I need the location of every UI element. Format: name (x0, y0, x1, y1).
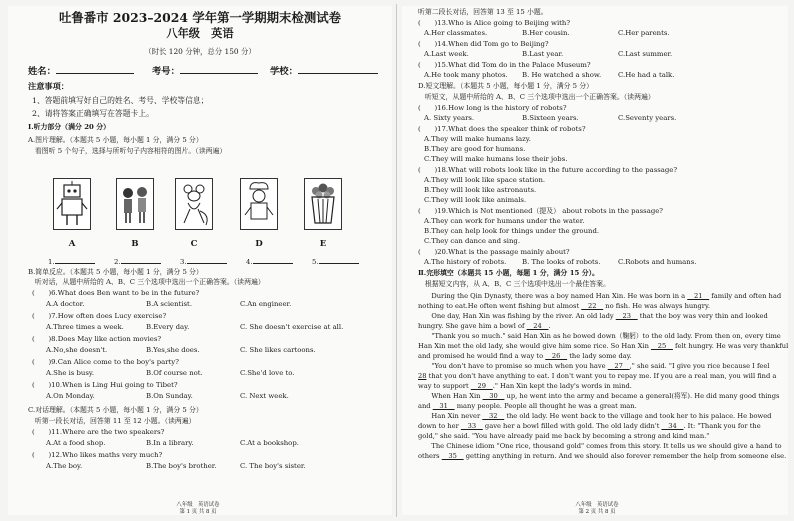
blank-number: 24 (526, 322, 549, 330)
passage-line (418, 331, 784, 341)
children-picture (116, 178, 154, 230)
option-a: A.They will look like space station. (424, 176, 546, 184)
passage-line (418, 291, 784, 301)
option-a: A.He took many photos. (424, 71, 508, 79)
picture-letter: D (255, 239, 263, 249)
page-footer (168, 502, 228, 515)
passage-text: Han Xin never (418, 412, 483, 420)
option-c: C.They will look like animals. (424, 196, 527, 204)
option-a: A.The history of robots. (424, 258, 507, 266)
option-a: A. Sixty years. (424, 114, 475, 122)
passage-text: the lady some day. (567, 352, 632, 360)
note-2: 2、请将答案正确填写在答题卡上。 (32, 109, 154, 118)
answer-blank: 1. (48, 256, 95, 266)
picture-letter: E (319, 239, 327, 249)
passage-line (418, 341, 788, 351)
option-b: B. He watched a show. (522, 71, 602, 79)
passage-text: One day, Han Xin was fishing by the river. An old lady (418, 312, 616, 320)
option-b: B.Every day. (146, 323, 190, 331)
blank-number: 31 (432, 402, 455, 410)
blank-number: 35 (441, 452, 464, 460)
picture-letter: A (68, 239, 76, 249)
option-c: C.Last summer. (618, 50, 673, 58)
picture-letter: B (131, 239, 139, 249)
page-footer (567, 502, 627, 515)
passage-text: others (418, 452, 442, 460)
blank-number: 29 (470, 382, 493, 390)
option-b: B. The looks of robots. (522, 258, 601, 266)
question-17: ( )17.What does the speaker think of robots? (418, 125, 586, 133)
passage-line (418, 451, 787, 461)
option-a: A.They will make humans lazy. (424, 135, 531, 143)
question-11: ( )11.Where are the two speakers? (32, 428, 165, 436)
passage-line (418, 411, 784, 421)
footer-subject: 八年级 英语试卷 (575, 502, 619, 508)
passage-text: and promised he would find a way to (418, 352, 546, 360)
passage-text: gave her a bowl filled with gold. The old lady didn't (482, 422, 662, 430)
passage-text: Han Xin met the old lady, she would give him some rice. So Han Xin (418, 342, 652, 350)
section-d-heading: D.短文理解。（本题共 5 小题，每小题 1 分，满分 5 分） (418, 82, 594, 90)
passage-line (418, 421, 784, 431)
time-note: （时长 120 分钟，总分 150 分） (144, 47, 256, 56)
passage-text: "Thank you so much." said Han Xin as he bowed down（鞠躬）to the old lady. From then on, every time (418, 332, 781, 340)
mouse-picture (175, 178, 213, 230)
blank-number: 33 (460, 422, 483, 430)
page-2 (402, 6, 788, 515)
passage-text: "You don't have to promise so much when you have (418, 362, 608, 370)
section-c-instruction: 听第一段长对话，回答第 11 至 12 小题。（读两遍） (28, 417, 196, 425)
passage-text: . It: "Thank you for the (683, 422, 761, 430)
option-a: A.On Monday. (46, 392, 95, 400)
question-18: ( )18.What will robots look like in the future according to the passage? (418, 166, 678, 174)
option-b: B.Of course not. (146, 369, 203, 377)
name-label: 姓名： (28, 63, 134, 77)
exam-title: 吐鲁番市 2023–2024 学年第一学期期末检测试卷 (58, 10, 342, 25)
section-d-instruction: 听短文，从题中所给的 A、B、C 三个选项中选出一个正确答案。（读两遍） (418, 93, 655, 101)
section-c-heading: C.对话理解。（本题共 5 小题，每小题 1 分，满分 5 分） (28, 406, 203, 414)
passage-text: gold," she said. "You have already paid me back by becoming a strong and kind man." (418, 432, 710, 440)
section-b-heading: B.简单反应。（本题共 5 小题，每小题 1 分，满分 5 分） (28, 268, 203, 276)
blank-number: 21 (687, 292, 710, 300)
option-b: B.A scientist. (146, 300, 193, 308)
passage-text: down to her (418, 422, 461, 430)
option-a: A.Her classmates. (424, 29, 488, 37)
answer-blank: 5. (312, 256, 359, 266)
passage-line (418, 401, 784, 411)
blank-number: 27 (607, 362, 630, 370)
passage-text: ," she said. "I give you rice because I feel (629, 362, 770, 370)
question-15: ( )15.What did Tom do in the Palace Museum? (418, 61, 591, 69)
option-c: C.At a bookshop. (240, 439, 299, 447)
school-label: 学校： (270, 63, 378, 77)
passage-text: family and often had (709, 292, 782, 300)
passage-line (418, 381, 784, 391)
passage-text: that you don't have anything to eat. I don't want you to repay me. If you are a real man, you will find a (426, 372, 777, 380)
part-2-heading: Ⅱ.完形填空（本题共 15 小题，每题 1 分，满分 15 分）。 (418, 269, 599, 277)
question-7: ( )7.How often does Lucy exercise? (32, 312, 167, 320)
passage-line (418, 361, 784, 371)
passage-text: many people. People all thought he was a great man. (454, 402, 637, 410)
passage-text: hungry. She gave him a bowl of (418, 322, 527, 330)
blank-number: 25 (651, 342, 673, 350)
answer-blank: 3. (180, 256, 227, 266)
footer-subject: 八年级 英语试卷 (176, 502, 220, 508)
footer-page-number: 第 2 页 共 8 页 (578, 509, 616, 515)
option-a: A.A doctor. (46, 300, 85, 308)
option-c: C.She'd love to. (240, 369, 295, 377)
page-1 (8, 6, 392, 515)
option-a: A.They can work for humans under the water. (424, 217, 585, 225)
question-10: ( )10.When is Ling Hui going to Tibet? (32, 381, 178, 389)
option-b: B.Last year. (522, 50, 564, 58)
option-a: A.No,she doesn't. (46, 346, 108, 354)
option-c: C.An engineer. (240, 300, 292, 308)
option-b: B.Her cousin. (522, 29, 570, 37)
picture-letter: C (190, 239, 198, 249)
passage-line (418, 391, 784, 401)
option-c: C.They can dance and sing. (424, 237, 521, 245)
option-a: A.The boy. (46, 462, 83, 470)
passage-text: During the Qin Dynasty, there was a boy named Han Xin. He was born in a (418, 292, 688, 300)
option-b: B.They are good for humans. (424, 145, 526, 153)
option-b: B.On Sunday. (146, 392, 193, 400)
blank-number: 34 (661, 422, 684, 430)
option-c: C. Next week. (240, 392, 289, 400)
question-6: ( )6.What does Ben want to be in the future? (32, 289, 200, 297)
passage-text: felt hungry. He was very thankful (672, 342, 788, 350)
passage-text: and (418, 402, 433, 410)
blank-number: 26 (545, 352, 568, 360)
passage-text: nothing to eat.He often went fishing but almost (418, 302, 582, 310)
passage-text: getting anything in return. And we should also forever remember the help from someone else. (463, 452, 787, 460)
page-divider (396, 4, 397, 517)
option-b: B.They will look like astronauts. (424, 186, 537, 194)
question-12: ( )12.Who likes maths very much? (32, 451, 163, 459)
section-b-instruction: 听对话，从题中所给的 A、B、C 三个选项中选出一个正确答案。（读两遍） (28, 278, 265, 286)
chef-picture (240, 178, 278, 230)
option-c: C.Robots and humans. (618, 258, 697, 266)
passage-text: up, he went into the army and became a general(将军). He did many good things (504, 392, 780, 400)
popcorn-picture (304, 178, 342, 230)
passage-text: . (548, 322, 551, 330)
passage-text: When Han Xin (418, 392, 483, 400)
blank-number: 30 (482, 392, 505, 400)
passage-line (418, 431, 784, 441)
question-13: ( )13.Who is Alice going to Beijing with? (418, 19, 571, 27)
option-b: B.Sixteen years. (522, 114, 579, 122)
passage-line (418, 371, 784, 381)
option-c: C.They will make humans lose their jobs. (424, 155, 568, 163)
blank-number: 23 (615, 312, 638, 320)
passage-text: ." Han Xin kept the lady's words in mind. (492, 382, 632, 390)
passage-text: that the boy was very thin and looked (637, 312, 768, 320)
option-c: C. She likes cartoons. (240, 346, 316, 354)
passage-line (418, 311, 784, 321)
option-a: A.Last week. (424, 50, 469, 58)
option-c: C. The boy's sister. (240, 462, 306, 470)
passage-text: way to support (418, 382, 471, 390)
passage-text: The Chinese idiom "One rice, thousand gold" comes from this story. It tells us we should give a hand to (418, 442, 782, 450)
option-a: A.She is busy. (46, 369, 95, 377)
passage-text: the old lady. He went back to the village and took her to his palace. He bowed (504, 412, 772, 420)
question-8: ( )8.Does May like action movies? (32, 335, 162, 343)
option-a: A.At a food shop. (46, 439, 106, 447)
passage-line (418, 441, 784, 451)
blank-number: 22 (581, 302, 604, 310)
question-20: ( )20.What is the passage mainly about? (418, 248, 570, 256)
blank-number: 32 (482, 412, 505, 420)
question-16: ( )16.How long is the history of robots? (418, 104, 567, 112)
section-a-heading: A.图片理解。（本题共 5 小题，每小题 1 分，满分 5 分） (28, 136, 203, 144)
section-a-instruction: 看图听 5 个句子，选择与所听句子内容相符的图片。（读两遍） (28, 147, 227, 155)
option-c: C.Seventy years. (618, 114, 677, 122)
option-c: C.Her parents. (618, 29, 670, 37)
option-c: C. She doesn't exercise at all. (240, 323, 344, 331)
option-b: B.They can help look for things under the ground. (424, 227, 600, 235)
part-1-heading: Ⅰ.听力部分（满分 20 分） (28, 123, 111, 131)
passage-text: no fish. He was always hungry. (603, 302, 710, 310)
question-19: ( )19.Which is Not mentioned（提及） about robots in the passage? (418, 207, 663, 215)
part-2-instruction: 根据短文内容，从 A、B、C 三个选项中选出一个最佳答案。 (418, 280, 610, 288)
passage-line (418, 301, 784, 311)
blank-number: 28 (418, 372, 427, 380)
notes-title: 注意事项： (28, 81, 69, 91)
cloze-passage (418, 291, 788, 461)
question-14: ( )14.When did Tom go to Beijing? (418, 40, 549, 48)
option-b: B.In a library. (146, 439, 194, 447)
footer-page-number: 第 1 页 共 8 页 (179, 509, 217, 515)
question-9: ( )9.Can Alice come to the boy's party? (32, 358, 179, 366)
option-a: A.Three times a week. (46, 323, 124, 331)
answer-blank: 2. (114, 256, 161, 266)
robot-picture (53, 178, 91, 230)
answer-blank: 4. (246, 256, 293, 266)
option-b: B.Yes,she does. (146, 346, 200, 354)
option-c: C.He had a talk. (618, 71, 675, 79)
exam-no-label: 考号： (152, 63, 258, 77)
option-b: B.The boy's brother. (146, 462, 217, 470)
passage-line (418, 321, 784, 331)
passage-line (418, 351, 784, 361)
exam-subtitle: 八年级 英语 (166, 26, 234, 40)
dialogue-2-intro: 听第二段长对话，回答第 13 至 15 小题。 (418, 8, 548, 16)
note-1: 1、答题前填写好自己的姓名、考号、学校等信息； (32, 96, 209, 105)
